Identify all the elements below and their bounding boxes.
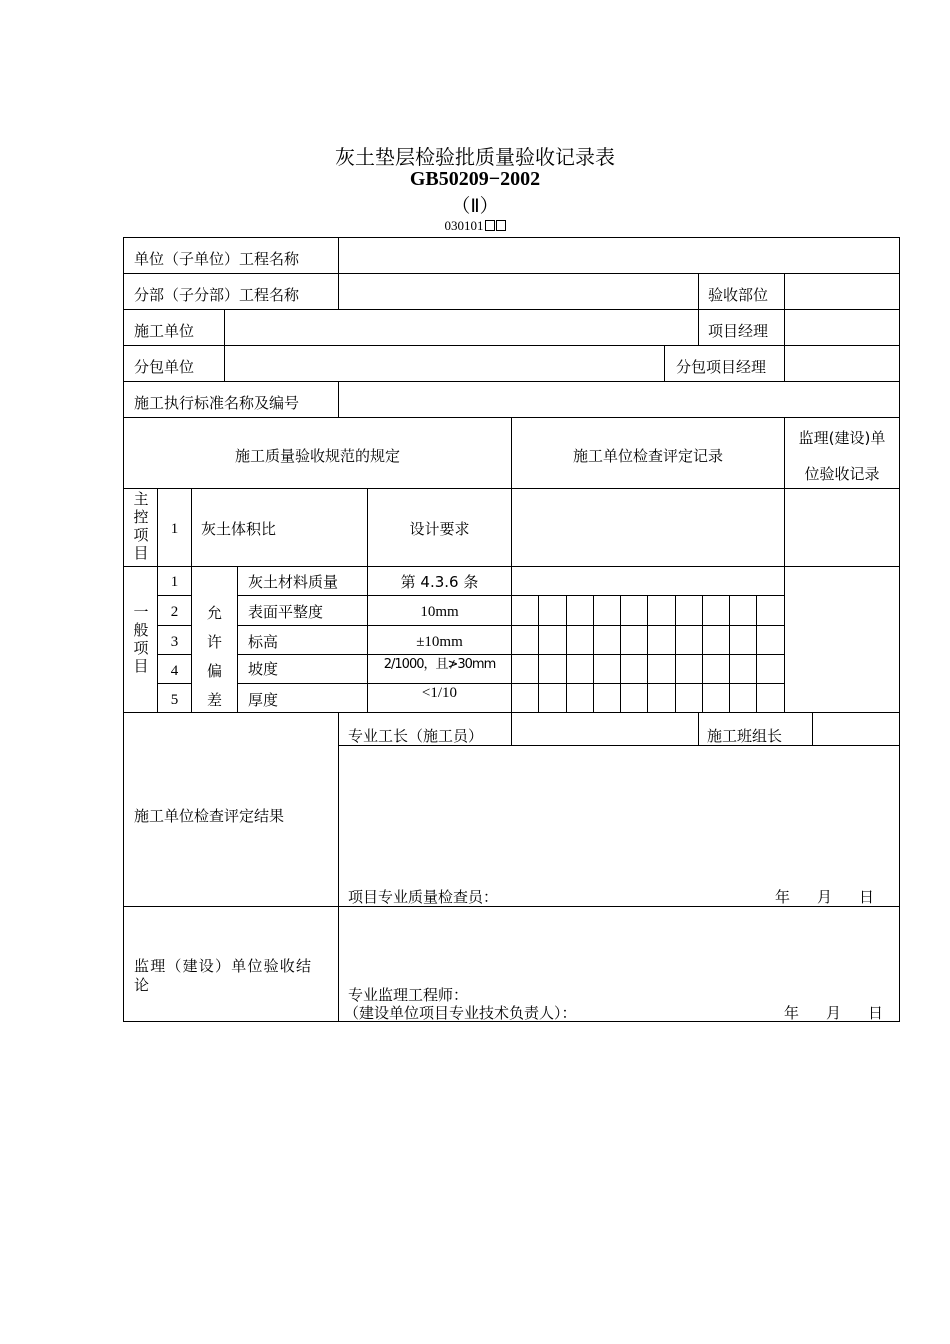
sub-pm-label: 分包项目经理 (676, 358, 767, 376)
group-char: 目 (133, 657, 149, 675)
grid-line (338, 745, 900, 746)
date-year: 年 (784, 1004, 800, 1022)
grid-line (784, 417, 785, 713)
tolerance-char: 差 (206, 691, 222, 709)
grid-line (157, 654, 192, 655)
row-requirement: <1/10 (421, 685, 458, 701)
result-section-label: 施工单位检查评定结果 (134, 807, 285, 825)
tolerance-char: 许 (206, 633, 222, 651)
grid-line (698, 273, 699, 345)
grid-line (566, 595, 567, 713)
form-number-box-2[interactable] (496, 220, 506, 231)
grid-line (698, 712, 699, 746)
grid-line (123, 906, 900, 907)
form-number (0, 218, 950, 234)
grid-line (511, 712, 512, 746)
grid-line (224, 309, 225, 381)
grid-line (784, 273, 785, 381)
grid-line (157, 683, 192, 684)
grid-line (157, 595, 192, 596)
row-requirement: 10mm (420, 604, 459, 620)
date-day: 日 (868, 1004, 884, 1022)
grid-line (664, 345, 665, 381)
row-no: 4 (170, 663, 179, 679)
form-number-box-1[interactable] (485, 220, 495, 231)
grid-line (647, 595, 648, 713)
group-char: 项 (133, 639, 149, 657)
group-char: 般 (133, 621, 149, 639)
date-day: 日 (859, 888, 875, 906)
grid-line (237, 566, 238, 713)
grid-line (338, 381, 339, 417)
main-control-no: 1 (170, 521, 179, 537)
group-char: 主 (133, 490, 149, 508)
unit-project-label: 单位（子单位）工程名称 (134, 250, 300, 268)
spec-header: 施工质量验收规范的规定 (234, 447, 400, 465)
main-control-group-label (131, 490, 151, 562)
grid-line (593, 595, 594, 713)
standard-code: GB50209−2002 (409, 168, 541, 190)
main-control-item: 灰土体积比 (201, 520, 277, 538)
group-char: 目 (133, 544, 149, 562)
row-no: 3 (170, 634, 179, 650)
grid-line (675, 595, 676, 713)
row-item: 厚度 (248, 691, 279, 709)
sub-project-label: 分部（子分部）工程名称 (134, 286, 300, 304)
row-item: 灰土材料质量 (248, 573, 339, 591)
supervisor-header-line1: 监理(建设)单 (798, 429, 886, 447)
check-header: 施工单位检查评定记录 (572, 447, 723, 465)
grid-line (812, 712, 813, 746)
main-control-requirement: 设计要求 (409, 520, 470, 538)
supervision-section-label-line2: 论 (134, 976, 150, 994)
form-title: 灰土垫层检验批质量验收记录表 (335, 145, 615, 169)
group-char: 项 (133, 526, 149, 544)
row-item: 表面平整度 (248, 603, 324, 621)
grid-line (123, 237, 124, 1022)
subcontractor-label: 分包单位 (134, 358, 195, 376)
row-item: 坡度 (248, 660, 279, 678)
foreman-label: 专业工长（施工员） (348, 727, 484, 745)
row-requirement: 第 4.3.6 条 (400, 573, 479, 591)
date-year: 年 (775, 888, 791, 906)
contractor-label: 施工单位 (134, 322, 195, 340)
grid-line (338, 712, 339, 907)
supervision-section-label-line1: 监理（建设）单位验收结 (134, 957, 313, 975)
date-month: 月 (826, 1004, 842, 1022)
date-month: 月 (817, 888, 833, 906)
row-no: 2 (170, 604, 179, 620)
grid-line (538, 595, 539, 713)
row-item: 标高 (248, 633, 279, 651)
row-requirement: 2/1000，且≯30mm (383, 657, 496, 672)
general-group-label (131, 603, 151, 675)
row-no: 1 (170, 574, 179, 590)
accept-part-label: 验收部位 (708, 286, 769, 304)
row-requirement: ±10mm (416, 634, 463, 650)
inspector-label: 项目专业质量检查员： (348, 888, 499, 906)
engineer-label: 专业监理工程师： (348, 986, 469, 1004)
grid-line (123, 237, 900, 238)
standard-label: 施工执行标准名称及编号 (134, 394, 300, 412)
team-leader-label: 施工班组长 (707, 727, 783, 745)
grid-line (338, 237, 339, 309)
grid-line (899, 237, 900, 1022)
row-no: 5 (170, 692, 179, 708)
grid-line (123, 381, 900, 382)
grid-line (157, 625, 192, 626)
pm-label: 项目经理 (708, 322, 769, 340)
grid-line (729, 595, 730, 713)
grid-line (702, 595, 703, 713)
owner-label: （建设单位项目专业技术负责人）： (344, 1004, 577, 1022)
group-char: 一 (133, 603, 149, 621)
form-number-prefix: 030101 (444, 218, 484, 233)
tolerance-char: 允 (206, 604, 222, 622)
grid-line (620, 595, 621, 713)
form-part: （Ⅱ） (451, 195, 499, 217)
grid-line (756, 595, 757, 713)
supervisor-header-line2: 位验收记录 (804, 465, 880, 483)
tolerance-char: 偏 (206, 662, 222, 680)
group-char: 控 (133, 508, 149, 526)
grid-line (338, 906, 339, 1022)
